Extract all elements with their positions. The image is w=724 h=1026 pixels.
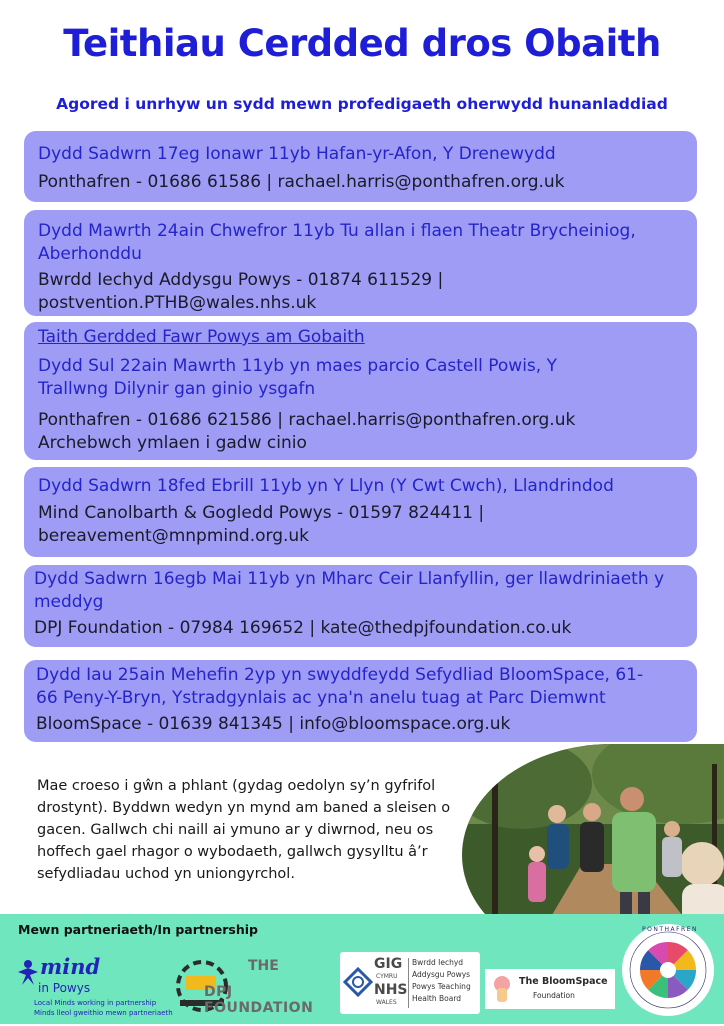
info-line: hoffech gael rhagor o wybodaeth, gallwch gysylltu â’r [37,844,428,860]
mind-tagline-welsh: Minds lleol gweithio mewn partneriaeth [34,1009,173,1017]
event-when: Dydd Iau 25ain Mehefin 2yp yn swyddfeydd Sefydliad BloomSpace, 61- [36,665,644,685]
event-link[interactable]: Taith Gerdded Fawr Powys am Gobaith [38,327,365,347]
event-when-cont: 66 Peny-Y-Bryn, Ystradgynlais ac yna'n anelu tuag at Parc Diemwnt [36,688,606,708]
event-when: Dydd Sadwrn 17eg Ionawr 11yb Hafan-yr-Afon, Y Drenewydd [38,144,556,164]
nhs-cymru: CYMRU [376,973,398,980]
mind-powys-logo [12,954,187,1020]
nhs-board-line: Bwrdd Iechyd [412,958,464,967]
event-when-cont: Aberhonddu [38,244,142,264]
event-contact: Ponthafren - 01686 61586 | rachael.harris@ponthafren.org.uk [38,172,565,192]
event-note: Archebwch ymlaen i gadw cinio [38,433,307,453]
bloomspace-logo [485,969,615,1009]
event-card-6 [24,660,697,742]
mind-name: mind [40,954,101,979]
nhs-nhs: NHS [374,982,408,998]
event-when: Dydd Sadwrn 18fed Ebrill 11yb yn Y Llyn (Y Cwt Cwch), Llandrindod [38,476,614,496]
info-line: drostynt). Byddwn wedyn yn mynd am baned a sleisen o [37,800,451,816]
event-card-1 [24,131,697,202]
mind-sub: in Powys [38,981,91,995]
nhs-wales: WALES [376,999,397,1006]
event-card-3 [24,322,697,460]
ponthafren-wheel-icon [618,918,718,1022]
nhs-board-line: Addysgu Powys [412,970,471,979]
event-card-5 [24,565,697,647]
bloomspace-flower-icon [489,974,515,1004]
event-when: Dydd Mawrth 24ain Chwefror 11yb Tu allan i flaen Theatr Brycheiniog, [38,221,636,241]
partners-footer [0,914,724,1024]
page-subtitle: Agored i unrhyw un sydd mewn profedigaeth oherwydd hunanladdiad [56,95,668,113]
event-contact: BloomSpace - 01639 841345 | info@bloomspace.org.uk [36,714,511,734]
bloomspace-name: The BloomSpace [519,976,608,987]
ponthafren-logo [618,918,718,1022]
event-when-cont: Trallwng Dilynir gan ginio ysgafn [38,379,316,399]
event-contact-cont: bereavement@mnpmind.org.uk [38,526,310,546]
mind-tagline: Local Minds working in partnership [34,999,157,1007]
info-line: Mae croeso i gŵn a phlant (gydag oedolyn sy’n gyfrifol [37,778,436,794]
ponthafren-name: PONTHAFREN [642,926,699,933]
info-paragraph [37,775,472,885]
dpj-name: DPJ FOUNDATION [204,984,314,1016]
dpj-foundation-logo [172,956,337,1016]
event-when-cont: meddyg [34,592,104,612]
event-card-2 [24,210,697,316]
event-when: Dydd Sul 22ain Mawrth 11yb yn maes parcio Castell Powis, Y [38,356,557,376]
info-line: gacen. Gallwch chi naill ai ymuno ar y diwrnod, neu os [37,822,434,838]
nhs-divider [408,958,409,1008]
partners-label: Mewn partneriaeth/In partnership [18,922,258,937]
event-contact: Ponthafren - 01686 621586 | rachael.harris@ponthafren.org.uk [38,410,576,430]
nhs-board-line: Powys Teaching [412,982,471,991]
event-contact: Bwrdd Iechyd Addysgu Powys - 01874 611529 | [38,270,444,290]
nhs-powys-logo [340,952,480,1014]
event-contact: Mind Canolbarth & Gogledd Powys - 01597 824411 | [38,503,485,523]
dpj-the: THE [248,958,279,974]
nhs-board-line: Health Board [412,994,462,1003]
event-contact: DPJ Foundation - 07984 169652 | kate@thedpjfoundation.co.uk [34,618,572,638]
event-card-4 [24,467,697,557]
page-title: Teithiau Cerdded dros Obaith [63,22,661,65]
bloomspace-foundation: Foundation [533,991,575,1000]
info-line: sefydliadau uchod yn uniongyrchol. [37,866,295,882]
nhs-celtic-knot-icon [343,967,373,997]
event-contact-cont: postvention.PTHB@wales.nhs.uk [38,293,317,313]
event-when: Dydd Sadwrn 16egb Mai 11yb yn Mharc Ceir Llanfyllin, ger llawdriniaeth y [34,569,665,589]
nhs-gig: GIG [374,956,403,972]
